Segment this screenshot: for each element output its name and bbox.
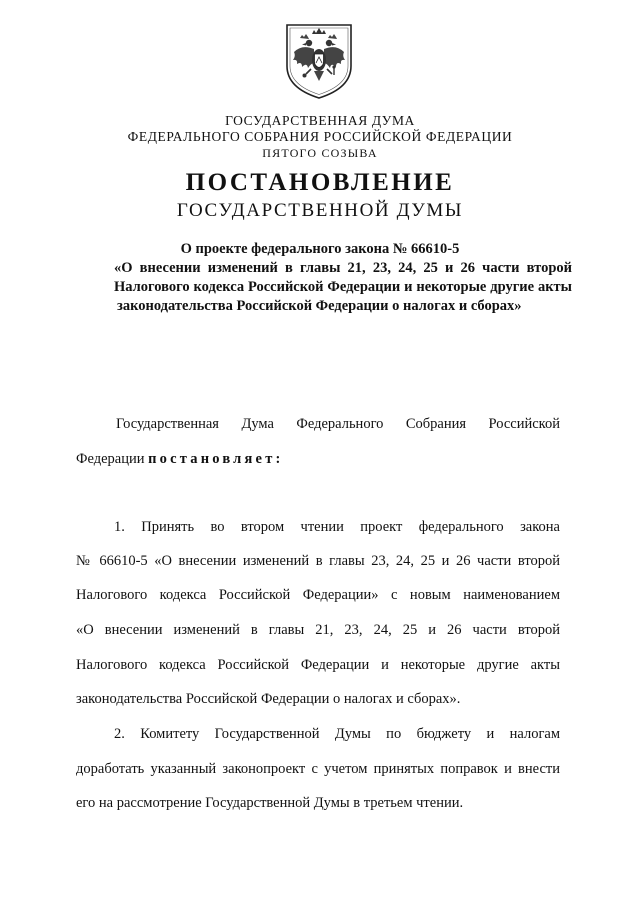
paragraph-2-line: доработать указанный законопроект с учетом принятых поправок и внести [76,761,560,777]
paragraph-1-line: Налогового кодекса Российской Федерации» с новым наименованием [76,587,560,603]
russian-coat-of-arms-icon [284,22,354,100]
preamble-line [76,450,284,468]
org-line-duma: ГОСУДАРСТВЕННАЯ ДУМА [225,113,415,128]
document-issuer-title: ГОСУДАРСТВЕННОЙ ДУМЫ [176,200,464,221]
preamble-line: Государственная Дума Федерального Собрания Российской [116,416,560,432]
paragraph-1-line: законодательства Российской Федерации о налогах и сборах». [76,691,461,707]
resolution-title-line: Налогового кодекса Российской Федерации и некоторые другие акты [114,279,572,295]
paragraph-1-line: № 66610-5 «О внесении изменений в главы 23, 24, 25 и 26 части второй [76,553,560,569]
preamble-text: Федерации [76,451,149,467]
resolution-title-line: законодательства Российской Федерации о налогах и сборах» [117,298,522,314]
paragraph-1-line: 1. Принять во втором чтении проект федерального закона [114,519,560,535]
paragraph-1-line: «О внесении изменений в главы 21, 23, 24, 25 и 26 части второй [76,622,560,638]
org-line-convocation: ПЯТОГО СОЗЫВА [262,146,378,160]
paragraph-1-line: Налогового кодекса Российской Федерации и некоторые другие акты [76,657,560,673]
resolution-title-line: О проекте федерального закона № 66610-5 [180,241,460,257]
paragraph-2-line: его на рассмотрение Государственной Думы в третьем чтении. [76,795,464,811]
org-line-federal-assembly: ФЕДЕРАЛЬНОГО СОБРАНИЯ РОССИЙСКОЙ ФЕДЕРАЦИИ [127,129,513,144]
resolution-title-line: «О внесении изменений в главы 21, 23, 24, 25 и 26 части второй [114,260,572,276]
document-type-title: ПОСТАНОВЛЕНИЕ [185,169,455,196]
paragraph-2-line: 2. Комитету Государственной Думы по бюджету и налогам [114,726,560,742]
preamble-resolves-word: постановляет: [148,451,284,467]
